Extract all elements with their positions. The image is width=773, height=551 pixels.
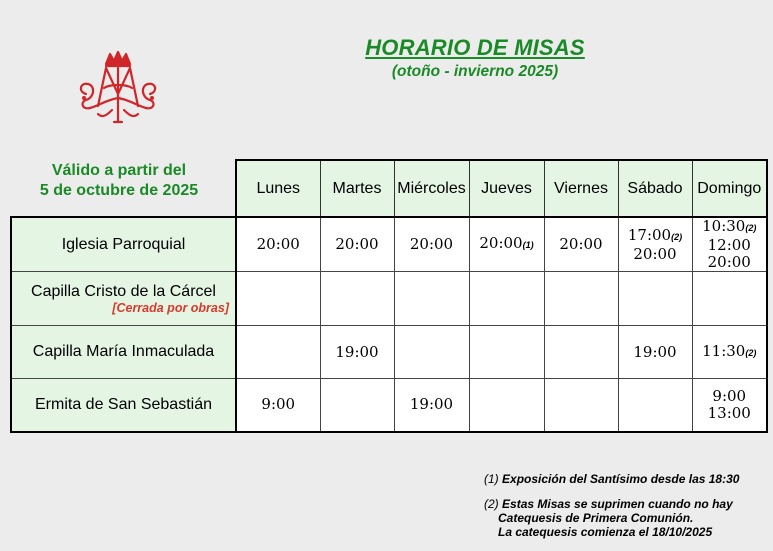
mass-time-value: 20:00 xyxy=(707,253,751,271)
time-cell xyxy=(618,379,692,432)
mass-time-value: 20:00 xyxy=(256,235,300,253)
place-name-cell xyxy=(11,217,236,272)
header-corner xyxy=(11,160,236,217)
mass-time-value: 20:00 xyxy=(409,235,454,253)
time-cell xyxy=(320,379,394,432)
validity-line-1: Válido a partir del xyxy=(51,162,187,179)
footnote-2 xyxy=(484,497,769,539)
footnote-mark: (2) xyxy=(745,347,757,358)
mass-time-value: 9:00 xyxy=(712,386,747,405)
time-cell xyxy=(320,217,394,272)
time-cell xyxy=(469,217,544,272)
mass-time xyxy=(619,246,692,263)
mass-time-value: 11:30 xyxy=(702,341,746,360)
validity-line-2: 5 de octubre de 2025 xyxy=(39,182,199,199)
place-name: Capilla Cristo de la Cárcel xyxy=(31,282,216,300)
mass-time-value: 9:00 xyxy=(261,395,296,414)
mass-time xyxy=(693,237,767,254)
mass-time-value: 19:00 xyxy=(409,395,454,414)
time-cell xyxy=(394,326,469,379)
mass-time-value: 20:00 xyxy=(335,235,379,253)
time-cell xyxy=(544,217,618,272)
footnote-text: La catequesis comienza el 18/10/2025 xyxy=(498,525,713,539)
closed-note: [Cerrada por obras] xyxy=(112,300,229,315)
day-header: Jueves xyxy=(469,160,544,217)
mass-time-value: 20:00 xyxy=(559,235,603,253)
footnote-number: (2) xyxy=(484,497,499,511)
time-cell xyxy=(394,379,469,432)
time-cell xyxy=(544,326,618,379)
day-header: Sábado xyxy=(618,160,692,217)
time-cell xyxy=(692,272,767,326)
mass-time xyxy=(693,218,767,237)
mass-time xyxy=(321,344,394,361)
time-cell xyxy=(692,379,767,432)
footnote-number: (1) xyxy=(484,472,499,486)
mass-time xyxy=(693,405,767,422)
schedule-row xyxy=(11,326,767,379)
time-cell xyxy=(236,379,320,432)
schedule-row xyxy=(11,272,767,326)
mass-time xyxy=(321,236,394,253)
time-cell xyxy=(394,217,469,272)
footnote-mark: (1) xyxy=(522,240,534,250)
place-name-cell xyxy=(11,379,236,432)
mass-schedule-table xyxy=(10,159,768,433)
mass-time xyxy=(693,254,767,271)
place-name: Capilla María Inmaculada xyxy=(32,343,215,360)
mass-time-value: 12:00 xyxy=(707,236,751,254)
time-cell xyxy=(544,272,618,326)
footnote-text: Exposición del Santísimo desde las 18:30 xyxy=(502,472,740,486)
mass-time-value: 20:00 xyxy=(633,244,677,263)
day-header: Viernes xyxy=(544,160,618,217)
mass-time-value: 17:00 xyxy=(627,225,672,244)
schedule-row xyxy=(11,379,767,432)
mass-time xyxy=(237,236,320,253)
footnote-mark: (2) xyxy=(671,231,683,242)
mass-time-value: 13:00 xyxy=(707,403,751,422)
time-cell xyxy=(469,326,544,379)
place-name-cell xyxy=(11,272,236,326)
day-header: Domingo xyxy=(692,160,767,217)
time-cell xyxy=(469,272,544,326)
mass-time xyxy=(545,236,618,253)
footnote-text: Catequesis de Primera Comunión. xyxy=(498,511,694,525)
time-cell xyxy=(320,272,394,326)
schedule-row xyxy=(11,217,767,272)
mass-time-value: 19:00 xyxy=(335,342,379,361)
time-cell xyxy=(618,217,692,272)
time-cell xyxy=(692,326,767,379)
time-cell xyxy=(692,217,767,272)
time-cell xyxy=(394,272,469,326)
place-name: Ermita de San Sebastián xyxy=(35,395,212,413)
day-header-row xyxy=(11,160,767,217)
place-name: Iglesia Parroquial xyxy=(61,235,186,253)
mass-time xyxy=(470,235,544,254)
page-title: HORARIO DE MISAS xyxy=(365,35,585,60)
time-cell xyxy=(320,326,394,379)
mass-time xyxy=(619,344,692,361)
time-cell xyxy=(544,379,618,432)
day-header: Miércoles xyxy=(394,160,469,217)
time-cell xyxy=(618,326,692,379)
footnote-1 xyxy=(484,472,769,486)
mass-time xyxy=(395,396,469,413)
page-subtitle: (otoño - invierno 2025) xyxy=(391,63,559,80)
mass-time-value: 19:00 xyxy=(633,342,677,361)
mass-time-value: 10:30 xyxy=(702,217,746,235)
parish-monogram-logo-icon xyxy=(76,48,160,130)
mass-time xyxy=(395,236,469,253)
time-cell xyxy=(469,379,544,432)
footnote-text: Estas Misas se suprimen cuando no hay xyxy=(502,497,733,511)
mass-time xyxy=(237,396,320,413)
time-cell xyxy=(618,272,692,326)
mass-time xyxy=(693,343,767,362)
footnotes xyxy=(484,472,769,550)
mass-time xyxy=(693,388,767,405)
time-cell xyxy=(236,217,320,272)
place-name-cell xyxy=(11,326,236,379)
time-cell xyxy=(236,272,320,326)
mass-time-value: 20:00 xyxy=(479,234,523,252)
time-cell xyxy=(236,326,320,379)
day-header: Martes xyxy=(320,160,394,217)
footnote-mark: (2) xyxy=(745,223,757,233)
day-header: Lunes xyxy=(236,160,320,217)
mass-time xyxy=(619,227,692,246)
